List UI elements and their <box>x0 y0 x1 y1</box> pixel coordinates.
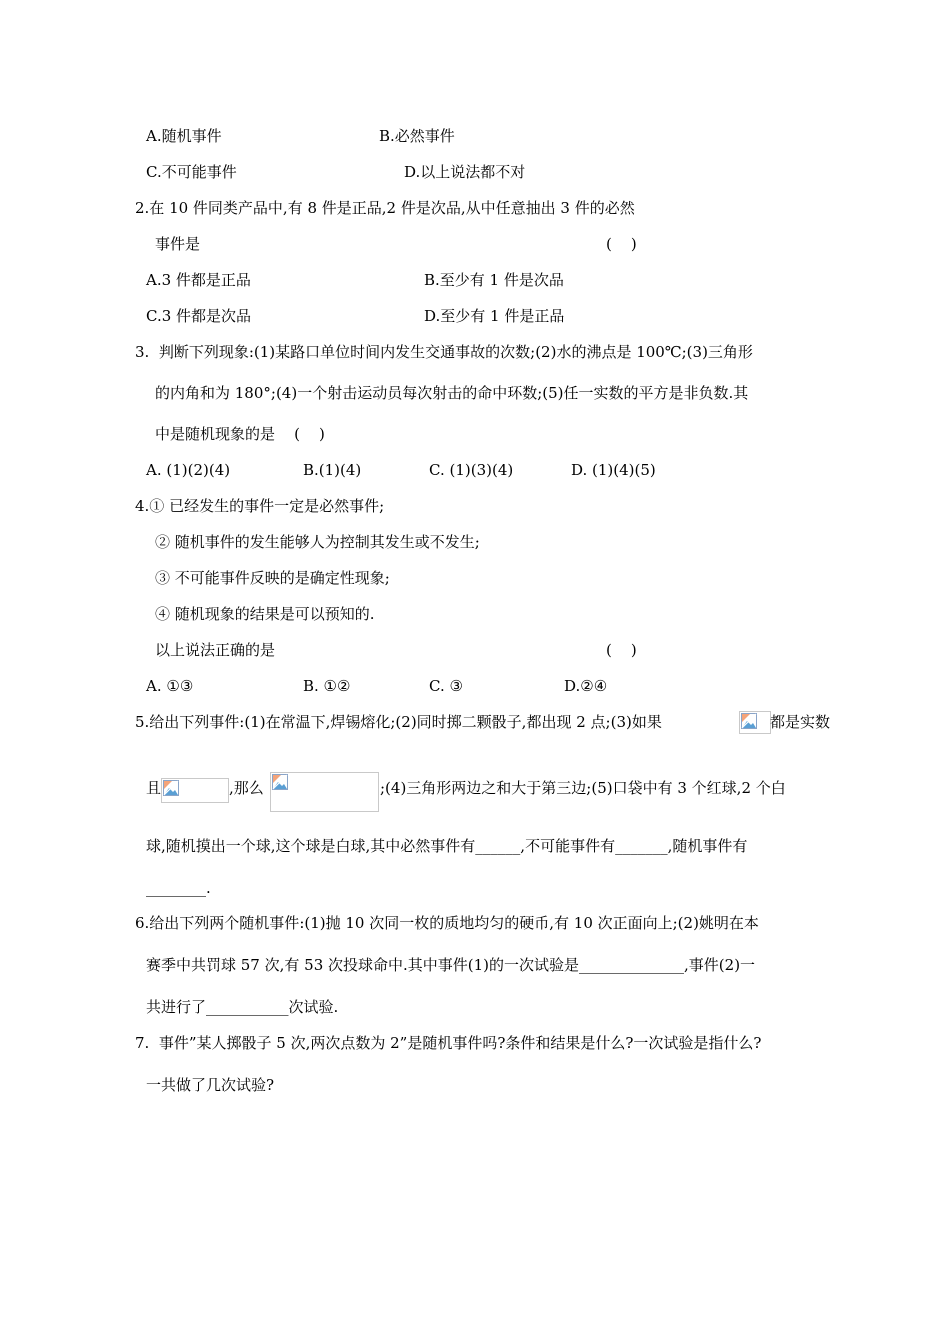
formula-image-placeholder <box>270 772 379 812</box>
q3-line-1: 3. 判断下列现象:(1)某路口单位时间内发生交通事故的次数;(2)水的沸点是 100℃;(3)三角形 <box>135 343 753 361</box>
formula-image-placeholder <box>161 778 229 803</box>
q1-option-b: B.必然事件 <box>379 127 455 145</box>
q5-line-2-c: ;(4)三角形两边之和大于第三边;(5)口袋中有 3 个红球,2 个白 <box>380 779 786 797</box>
q3-line-2: 的内角和为 180°;(4)一个射击运动员每次射击的命中环数;(5)任一实数的平方是非负数.其 <box>155 384 749 402</box>
q4-line-5: 以上说法正确的是 <box>155 641 276 659</box>
broken-image-icon <box>272 774 288 790</box>
q6-line-3: 共进行了___________次试验. <box>146 998 339 1016</box>
q3-option-c: C. (1)(3)(4) <box>429 461 514 479</box>
q1-option-a: A.随机事件 <box>146 127 222 145</box>
q6-line-1: 6.给出下列两个随机事件:(1)抛 10 次同一枚的质地均匀的硬币,有 10 次正面向上;(2)姚明在本 <box>135 914 759 932</box>
q4-answer-paren: ( ) <box>606 641 637 659</box>
q5-line-2-b: ,那么 <box>229 779 264 797</box>
formula-image-placeholder <box>739 711 771 734</box>
q5-line-1: 5.给出下列事件:(1)在常温下,焊锡熔化;(2)同时掷二颗骰子,都出现 2 点;(3)如果 <box>135 713 662 731</box>
q6-line-2: 赛季中共罚球 57 次,有 53 次投球命中.其中事件(1)的一次试验是______________,事件(2)一 <box>146 956 756 974</box>
q5-line-3: 球,随机摸出一个球,这个球是白球,其中必然事件有______,不可能事件有_______,随机事件有 <box>146 837 748 855</box>
q1-option-d: D.以上说法都不对 <box>404 163 526 181</box>
q2-answer-paren: ( ) <box>606 235 637 253</box>
q2-option-a: A.3 件都是正品 <box>146 271 251 289</box>
broken-image-icon <box>741 713 757 729</box>
q7-line-1: 7. 事件”某人掷骰子 5 次,两次点数为 2”是随机事件吗?条件和结果是什么?一次试验是指什么? <box>135 1034 762 1052</box>
q4-option-c: C. ③ <box>429 677 463 695</box>
q5-line-4: ________. <box>146 879 211 897</box>
q3-option-d: D. (1)(4)(5) <box>571 461 656 479</box>
q1-option-c: C.不可能事件 <box>146 163 237 181</box>
q4-option-d: D.②④ <box>564 677 608 695</box>
q4-line-1: 4.① 已经发生的事件一定是必然事件; <box>135 497 385 515</box>
q3-option-b: B.(1)(4) <box>303 461 362 479</box>
q5-line-2-a: 且 <box>146 779 162 797</box>
q4-option-a: A. ①③ <box>146 677 194 695</box>
q2-stem: 2.在 10 件同类产品中,有 8 件是正品,2 件是次品,从中任意抽出 3 件的必然 <box>135 199 635 217</box>
q5-line-1-tail: 都是实数 <box>770 713 831 731</box>
q2-stem-cont: 事件是 <box>155 235 201 253</box>
q4-option-b: B. ①② <box>303 677 351 695</box>
q2-option-c: C.3 件都是次品 <box>146 307 252 325</box>
broken-image-icon <box>163 780 179 796</box>
q3-option-a: A. (1)(2)(4) <box>146 461 231 479</box>
q2-option-d: D.至少有 1 件是正品 <box>424 307 565 325</box>
q4-line-3: ③ 不可能事件反映的是确定性现象; <box>155 569 390 587</box>
q3-line-3: 中是随机现象的是 ( ) <box>155 425 325 443</box>
q4-line-4: ④ 随机现象的结果是可以预知的. <box>155 605 375 623</box>
q4-line-2: ② 随机事件的发生能够人为控制其发生或不发生; <box>155 533 480 551</box>
q7-line-2: 一共做了几次试验? <box>146 1076 275 1094</box>
q2-option-b: B.至少有 1 件是次品 <box>424 271 564 289</box>
